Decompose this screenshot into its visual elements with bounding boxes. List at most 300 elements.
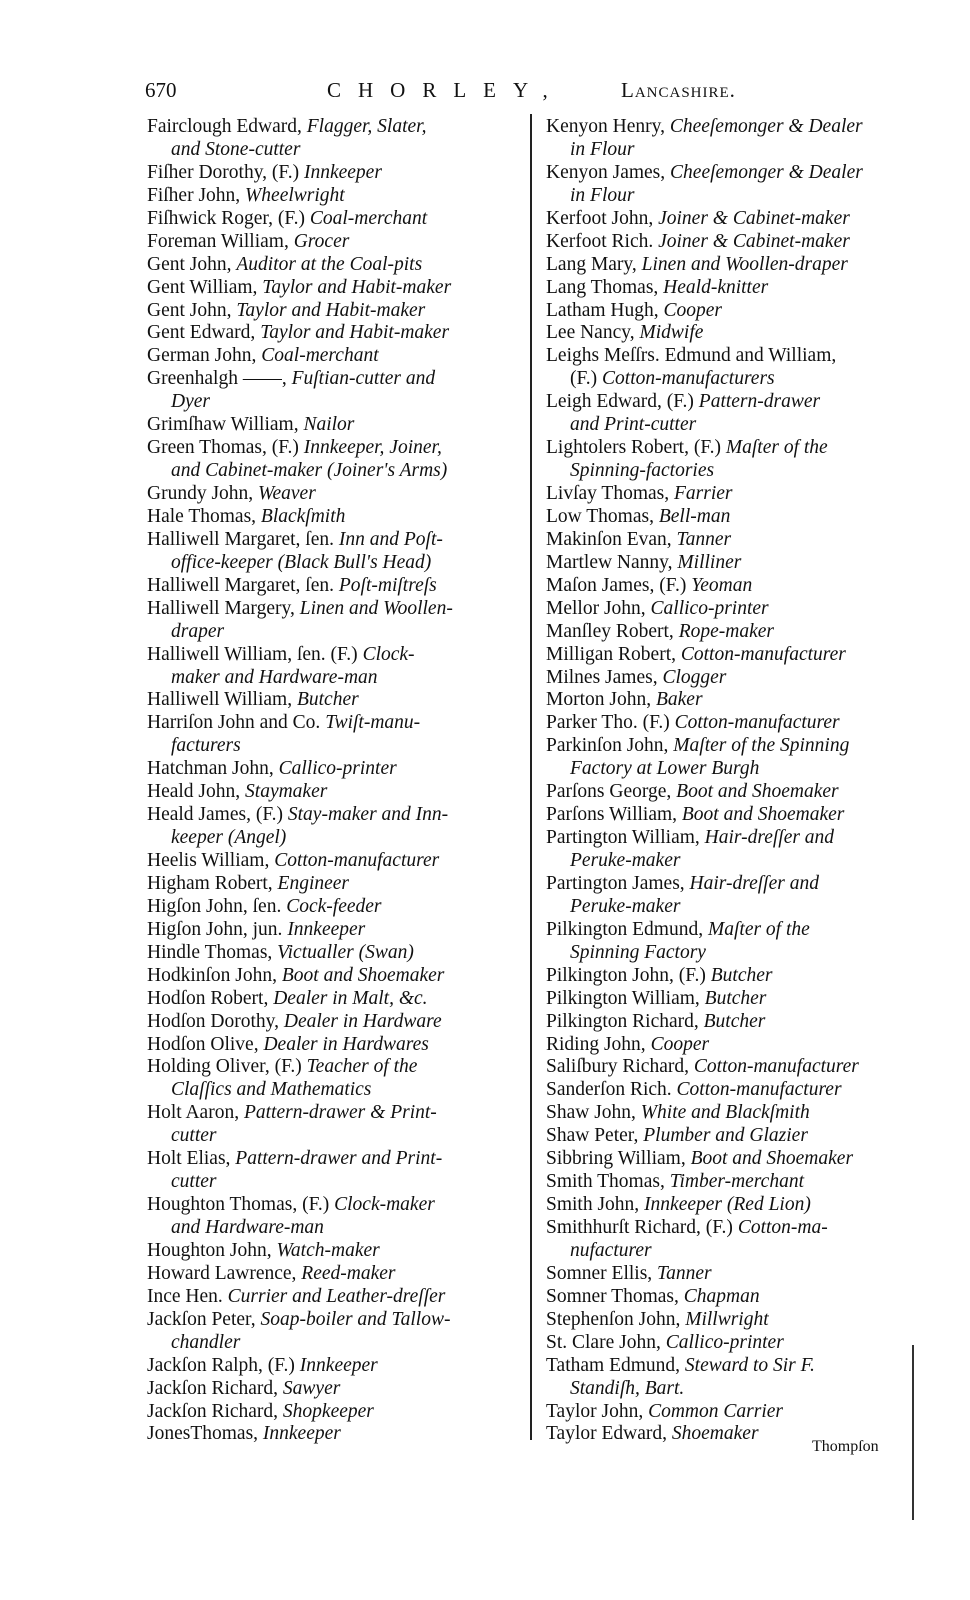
entry-continuation (546, 368, 901, 391)
directory-entry (546, 1079, 901, 1102)
directory-entry (546, 277, 901, 300)
entry-name: Kenyon Henry, (546, 116, 665, 137)
entry-name: Kenyon James, (546, 161, 666, 183)
entry-name: Jackſon Richard, (147, 1377, 279, 1399)
entry-trade: Linen and Woollen-draper (641, 253, 848, 275)
entry-name: Heelis William, (147, 850, 270, 871)
entry-name: Gent William, (147, 276, 258, 298)
directory-entry (147, 162, 519, 185)
entry-trade: Cooper (663, 299, 723, 321)
entry-continuation (546, 185, 901, 208)
entry-name: Pilkington John, (F.) (546, 964, 706, 986)
directory-entry (147, 1286, 519, 1309)
right-column (546, 116, 901, 1446)
entry-trade: Cotton-ma- (737, 1217, 828, 1238)
directory-entry (147, 758, 519, 781)
entry-trade: Maſter of the (725, 437, 828, 459)
entry-trade: Teacher of the (306, 1056, 418, 1078)
entry-continuation (147, 1217, 519, 1240)
entry-name: Somner Thomas, (546, 1285, 679, 1307)
entry-name: Grundy John, (147, 483, 254, 504)
directory-entry (147, 1378, 519, 1401)
directory-entry (147, 1194, 519, 1217)
entry-trade: Pattern-drawer & Print- (243, 1102, 437, 1124)
entry-name: Martlew Nanny, (546, 551, 673, 573)
entry-trade: Cotton-manufacturer (274, 850, 440, 871)
entry-name: Partington William, (546, 827, 700, 849)
directory-entry (546, 1217, 901, 1240)
entry-name: Higſon John, ſen. (147, 895, 282, 917)
entry-trade: Pattern-drawer and Print- (235, 1148, 443, 1170)
entry-name: Heald James, (F.) (147, 804, 283, 826)
entry-trade: Midwife (639, 322, 704, 344)
entry-name: German John, (147, 345, 257, 367)
town-heading: CHORLEY, (327, 78, 565, 102)
directory-entry (147, 1056, 519, 1079)
directory-entry (147, 414, 519, 437)
entry-trade: Hair-dreſſer and (704, 827, 835, 849)
entry-trade: Cheeſemonger & Dealer (670, 161, 863, 183)
entry-name: Shaw John, (546, 1102, 636, 1124)
entry-trade: Currier and Leather-dreſſer (227, 1285, 446, 1307)
directory-entry (147, 506, 519, 529)
directory-entry (546, 1056, 901, 1079)
left-column (147, 116, 519, 1446)
directory-entry (546, 667, 901, 690)
entry-trade: Milliner (677, 551, 742, 573)
entry-trade: Twiſt-manu- (325, 712, 421, 734)
entry-name: Stephenſon John, (546, 1308, 681, 1330)
entry-continuation (546, 942, 901, 965)
entry-trade: Boot and Shoemaker (676, 781, 839, 803)
directory-entry (147, 850, 519, 873)
entry-trade: Grocer (293, 230, 350, 252)
entry-name: Low Thomas, (546, 505, 654, 527)
entry-trade: Innkeeper (299, 1354, 378, 1376)
entry-name: Fairclough Edward, (147, 116, 302, 137)
entry-name: Jackſon Ralph, (F.) (147, 1354, 295, 1376)
entry-name: Houghton Thomas, (F.) (147, 1194, 330, 1216)
directory-entry (147, 919, 519, 942)
entry-trade: Taylor and Habit-maker (260, 322, 450, 344)
directory-entry (546, 689, 901, 712)
entry-trade: Callico-printer (650, 597, 769, 619)
entry-name: Hodſon Robert, (147, 987, 269, 1009)
entry-trade-continued: in Flour (570, 184, 635, 206)
directory-entry (546, 1355, 901, 1378)
entry-trade-continued: keeper (Angel) (171, 827, 287, 849)
entry-name: Houghton John, (147, 1239, 272, 1261)
directory-entry (147, 208, 519, 231)
entry-name: Green Thomas, (F.) (147, 437, 299, 459)
entry-name: Milnes James, (546, 666, 658, 688)
entry-name: Higſon John, jun. (147, 918, 283, 940)
entry-trade: Weaver (258, 483, 316, 504)
directory-entry (147, 277, 519, 300)
entry-trade: Tanner (676, 528, 732, 550)
directory-entry (147, 804, 519, 827)
entry-trade: Taylor and Habit-maker (236, 299, 426, 321)
entry-trade-continued: Peruke-maker (570, 850, 681, 871)
entry-trade: Clock-maker (334, 1194, 435, 1216)
entry-trade: Hair-dreſſer and (689, 872, 819, 894)
directory-entry (147, 322, 519, 345)
entry-continuation (147, 391, 519, 414)
entry-name: JonesThomas, (147, 1423, 259, 1445)
entry-trade-continued: and Cabinet-maker (Joiner's Arms) (171, 460, 448, 482)
entry-name: Higham Robert, (147, 872, 273, 894)
entry-name: Halliwell William, (147, 689, 293, 711)
directory-entry (147, 575, 519, 598)
directory-entry (546, 1148, 901, 1171)
directory-entry (546, 506, 901, 529)
directory-entry (546, 322, 901, 345)
entry-trade: Heald-knitter (663, 276, 769, 298)
entry-trade: Cheeſemonger & Dealer (669, 116, 863, 137)
entry-name: Grimſhaw William, (147, 414, 299, 436)
entry-name: Morton John, (546, 689, 652, 711)
directory-entry (546, 391, 901, 414)
entry-trade: Baker (655, 689, 703, 711)
entry-trade: Cotton-manufacturer (674, 712, 840, 734)
entry-trade-continued: Standiſh, Bart. (570, 1377, 685, 1399)
entry-trade-continued: Claſſics and Mathematics (171, 1079, 372, 1101)
entry-name: Halliwell Margery, (147, 597, 295, 619)
directory-entry (147, 781, 519, 804)
entry-name: Sanderſon Rich. (546, 1079, 672, 1101)
directory-entry (546, 827, 901, 850)
entry-name: Taylor John, (546, 1400, 644, 1422)
entry-name: Livſay Thomas, (546, 483, 670, 504)
entry-trade: Innkeeper (262, 1423, 341, 1445)
entry-name: Holt Aaron, (147, 1102, 240, 1124)
entry-trade: Dealer in Malt, &c. (273, 987, 428, 1009)
entry-trade: Cooper (650, 1033, 710, 1055)
directory-entry (546, 231, 901, 254)
entry-trade: Farrier (674, 483, 733, 504)
directory-entry (546, 712, 901, 735)
entry-trade-continued: Peruke-maker (570, 895, 681, 917)
entry-trade: Engineer (277, 872, 350, 894)
entry-continuation (147, 667, 519, 690)
entry-trade: Innkeeper (303, 161, 382, 183)
directory-entry (546, 300, 901, 323)
directory-entry (147, 1401, 519, 1424)
entry-trade: Blackſmith (260, 505, 346, 527)
entry-trade: Common Carrier (648, 1400, 783, 1422)
entry-name: Holding Oliver, (F.) (147, 1056, 302, 1078)
entry-trade: Fuſtian-cutter and (291, 368, 436, 390)
directory-entry (147, 942, 519, 965)
entry-trade-continued: in Flour (570, 138, 635, 160)
entry-trade: Callico-printer (278, 758, 397, 780)
entry-trade: Pattern-drawer (698, 391, 821, 413)
entry-trade: Chapman (683, 1285, 760, 1307)
entry-trade: Nailor (303, 414, 355, 436)
entry-trade: White and Blackſmith (640, 1102, 810, 1124)
entry-name: Riding John, (546, 1033, 646, 1055)
directory-entry (546, 781, 901, 804)
entry-trade: Steward to Sir F. (684, 1354, 815, 1376)
entry-trade: Maſter of the (707, 918, 810, 940)
entry-name: Manſley Robert, (546, 620, 674, 642)
entry-trade: Coal-merchant (309, 207, 428, 229)
directory-entry (147, 1034, 519, 1057)
entry-trade: Victualler (Swan) (277, 941, 414, 963)
directory-entry (147, 1263, 519, 1286)
entry-trade-continued: nufacturer (570, 1239, 652, 1261)
entry-name: Kerfoot John, (546, 207, 654, 229)
entry-trade: Sawyer (282, 1377, 341, 1399)
directory-entry (147, 873, 519, 896)
directory-entry (147, 1423, 519, 1446)
entry-trade: Inn and Poſt- (338, 528, 443, 550)
county-heading: Lancashire. (621, 78, 736, 102)
directory-entry (546, 919, 901, 942)
entry-name: Greenhalgh ——, (147, 368, 287, 390)
entry-trade: Bell-man (658, 505, 731, 527)
entry-name: Gent John, (147, 253, 232, 275)
directory-entry (546, 1401, 901, 1424)
entry-name: Latham Hugh, (546, 299, 659, 321)
entry-trade-continued: office-keeper (Black Bull's Head) (171, 551, 432, 573)
entry-continuation (546, 758, 901, 781)
directory-entry (546, 1125, 901, 1148)
directory-entry (147, 368, 519, 391)
entry-trade-continued: facturers (171, 735, 241, 757)
entry-continuation (147, 621, 519, 644)
entry-name: Fiſhwick Roger, (F.) (147, 207, 305, 229)
directory-entry (147, 231, 519, 254)
entry-name: Hatchman John, (147, 758, 274, 780)
directory-entry (147, 1240, 519, 1263)
entry-name: Foreman William, (147, 230, 289, 252)
directory-entry (546, 1332, 901, 1355)
entry-name: Parſons George, (546, 781, 672, 803)
entry-trade: Taylor and Habit-maker (262, 276, 452, 298)
entry-trade: Cotton-manufacturer (693, 1056, 859, 1078)
entry-continuation (546, 414, 901, 437)
entry-name: Lang Mary, (546, 253, 637, 275)
entry-name: Jackſon Richard, (147, 1400, 279, 1422)
directory-entry (147, 712, 519, 735)
entry-name: Pilkington Edmund, (546, 918, 704, 940)
entry-trade-continued: and Hardware-man (171, 1217, 324, 1238)
entry-name: Somner Ellis, (546, 1262, 653, 1284)
directory-entry (147, 988, 519, 1011)
directory-entry (546, 735, 901, 758)
entry-name: Halliwell William, ſen. (F.) (147, 643, 358, 665)
entry-trade-continued: Cotton-manufacturers (602, 368, 775, 390)
entry-trade-continued: maker and Hardware-man (171, 666, 378, 688)
entry-trade-continued: Spinning Factory (570, 941, 706, 963)
directory-entry (546, 552, 901, 575)
entry-trade: Plumber and Glazier (643, 1125, 808, 1147)
entry-name: Lee Nancy, (546, 322, 635, 344)
directory-entry (147, 529, 519, 552)
directory-entry (546, 1171, 901, 1194)
directory-entry (546, 1011, 901, 1034)
entry-trade: Reed-maker (301, 1262, 396, 1284)
column-rule (530, 114, 532, 1440)
directory-entry (147, 437, 519, 460)
entry-trade: Clock- (362, 643, 415, 665)
entry-name: Shaw Peter, (546, 1125, 639, 1147)
entry-trade: Cock-feeder (286, 895, 382, 917)
entry-name: Makinſon Evan, (546, 528, 672, 550)
directory-entry (546, 1309, 901, 1332)
entry-trade: Rope-maker (678, 620, 774, 642)
entry-trade: Watch-maker (276, 1239, 380, 1261)
entry-name: Pilkington Richard, (546, 1010, 699, 1032)
directory-entry (546, 1286, 901, 1309)
entry-continuation (147, 460, 519, 483)
directory-entry (546, 804, 901, 827)
entry-name: Lightolers Robert, (F.) (546, 437, 721, 459)
entry-name: Saliſbury Richard, (546, 1056, 689, 1078)
entry-name: Leighs Meſſrs. Edmund and William, (546, 345, 837, 367)
entry-trade: Boot and Shoemaker (690, 1148, 854, 1170)
entry-trade: Timber-merchant (669, 1171, 804, 1193)
entry-name: Parker Tho. (F.) (546, 712, 670, 734)
entry-name: Hale Thomas, (147, 505, 257, 527)
entry-name: Leigh Edward, (F.) (546, 391, 694, 413)
directory-entry (147, 1011, 519, 1034)
entry-name: Lang Thomas, (546, 276, 659, 298)
directory-entry (147, 254, 519, 277)
entry-name: Ince Hen. (147, 1285, 223, 1307)
entry-trade-continued: Dyer (171, 391, 210, 413)
entry-continuation (147, 1125, 519, 1148)
entry-name: Hodſon Olive, (147, 1033, 259, 1055)
entry-name: Parkinſon John, (546, 735, 669, 757)
directory-entry (546, 254, 901, 277)
entry-trade-continued: chandler (171, 1331, 241, 1353)
entry-trade: Soap-boiler and Tallow- (260, 1308, 451, 1330)
directory-entry (546, 162, 901, 185)
entry-continuation (147, 735, 519, 758)
entry-continuation (546, 1240, 901, 1263)
entry-trade: Boot and Shoemaker (281, 964, 445, 986)
entry-name: Hodſon Dorothy, (147, 1010, 279, 1032)
entry-name: Maſon James, (F.) (546, 574, 687, 596)
entry-name: Holt Elias, (147, 1148, 231, 1170)
directory-entry (147, 965, 519, 988)
entry-name: St. Clare John, (546, 1331, 661, 1353)
entry-trade: Clogger (662, 666, 727, 688)
entry-trade: Staymaker (245, 781, 328, 803)
entry-trade-continued: and Stone-cutter (171, 138, 301, 160)
entry-name: Smith John, (546, 1194, 640, 1216)
entry-trade: Millwright (685, 1308, 769, 1330)
page-edge (912, 1345, 914, 1520)
entry-name: Jackſon Peter, (147, 1308, 256, 1330)
entry-continuation (546, 850, 901, 873)
entry-trade: Flagger, Slater, (306, 116, 427, 137)
directory-entry (147, 483, 519, 506)
entry-trade-continued: Spinning-factories (570, 460, 715, 482)
entry-trade: Joiner & Cabinet-maker (658, 207, 850, 229)
directory-entry (147, 116, 519, 139)
entry-trade: Tanner (657, 1262, 712, 1284)
entry-trade: Dealer in Hardware (283, 1010, 442, 1032)
directory-entry (147, 1148, 519, 1171)
directory-entry (546, 988, 901, 1011)
entry-trade-continued: and Print-cutter (570, 414, 697, 436)
entry-name: Tatham Edmund, (546, 1354, 681, 1376)
entry-name: Smith Thomas, (546, 1171, 665, 1193)
entry-name: Mellor John, (546, 597, 646, 619)
entry-continuation (147, 1079, 519, 1102)
entry-trade: Innkeeper (Red Lion) (644, 1194, 811, 1216)
entry-trade: Callico-printer (665, 1331, 784, 1353)
entry-trade: Shoemaker (671, 1423, 759, 1445)
entry-trade: Joiner & Cabinet-maker (658, 230, 850, 252)
directory-entry (147, 1355, 519, 1378)
directory-entry (546, 1102, 901, 1125)
entry-name: Fiſher Dorothy, (F.) (147, 161, 300, 183)
directory-entry (147, 1309, 519, 1332)
entry-name: Harriſon John and Co. (147, 712, 321, 734)
directory-entry (546, 965, 901, 988)
directory-entry (546, 644, 901, 667)
directory-entry (147, 896, 519, 919)
entry-continuation (147, 827, 519, 850)
entry-trade: Coal-merchant (261, 345, 379, 367)
entry-trade: Butcher (703, 1010, 766, 1032)
entry-name: Fiſher John, (147, 184, 241, 206)
directory-entry (546, 437, 901, 460)
entry-trade: Cotton-manufacturer (680, 643, 846, 665)
entry-name: Partington James, (546, 872, 685, 894)
directory-entry (546, 345, 901, 368)
directory-entry (546, 1034, 901, 1057)
directory-entry (147, 689, 519, 712)
entry-name: Halliwell Margaret, ſen. (147, 528, 334, 550)
entry-name: Gent John, (147, 299, 232, 321)
entry-continuation (147, 552, 519, 575)
catchword: Thompſon (812, 1438, 879, 1455)
directory-entry (546, 208, 901, 231)
entry-name: Smithhurſt Richard, (F.) (546, 1217, 733, 1238)
entry-continuation-prefix: (F.) (570, 368, 598, 390)
entry-trade: Innkeeper (287, 918, 366, 940)
entry-trade: Dealer in Hardwares (263, 1033, 429, 1055)
entry-trade: Shopkeeper (282, 1400, 374, 1422)
directory-entry (147, 185, 519, 208)
directory-entry (147, 598, 519, 621)
entry-continuation (147, 1332, 519, 1355)
directory-entry (546, 116, 901, 139)
entry-trade-continued: cutter (171, 1171, 217, 1193)
entry-trade: Auditor at the Coal-pits (236, 253, 423, 275)
entry-name: Parſons William, (546, 804, 678, 826)
entry-trade: Butcher (296, 689, 359, 711)
directory-entry (546, 598, 901, 621)
entry-trade-continued: cutter (171, 1125, 217, 1147)
entry-continuation (546, 460, 901, 483)
entry-trade: Poſt-miſtreſs (338, 574, 437, 596)
entry-name: Kerfoot Rich. (546, 230, 654, 252)
entry-continuation (147, 139, 519, 162)
entry-continuation (546, 1378, 901, 1401)
directory-entry (546, 1263, 901, 1286)
entry-name: Taylor Edward, (546, 1423, 668, 1445)
entry-trade-continued: Factory at Lower Burgh (570, 758, 760, 780)
entry-name: Hodkinſon John, (147, 964, 278, 986)
directory-entry (147, 644, 519, 667)
entry-continuation (546, 896, 901, 919)
